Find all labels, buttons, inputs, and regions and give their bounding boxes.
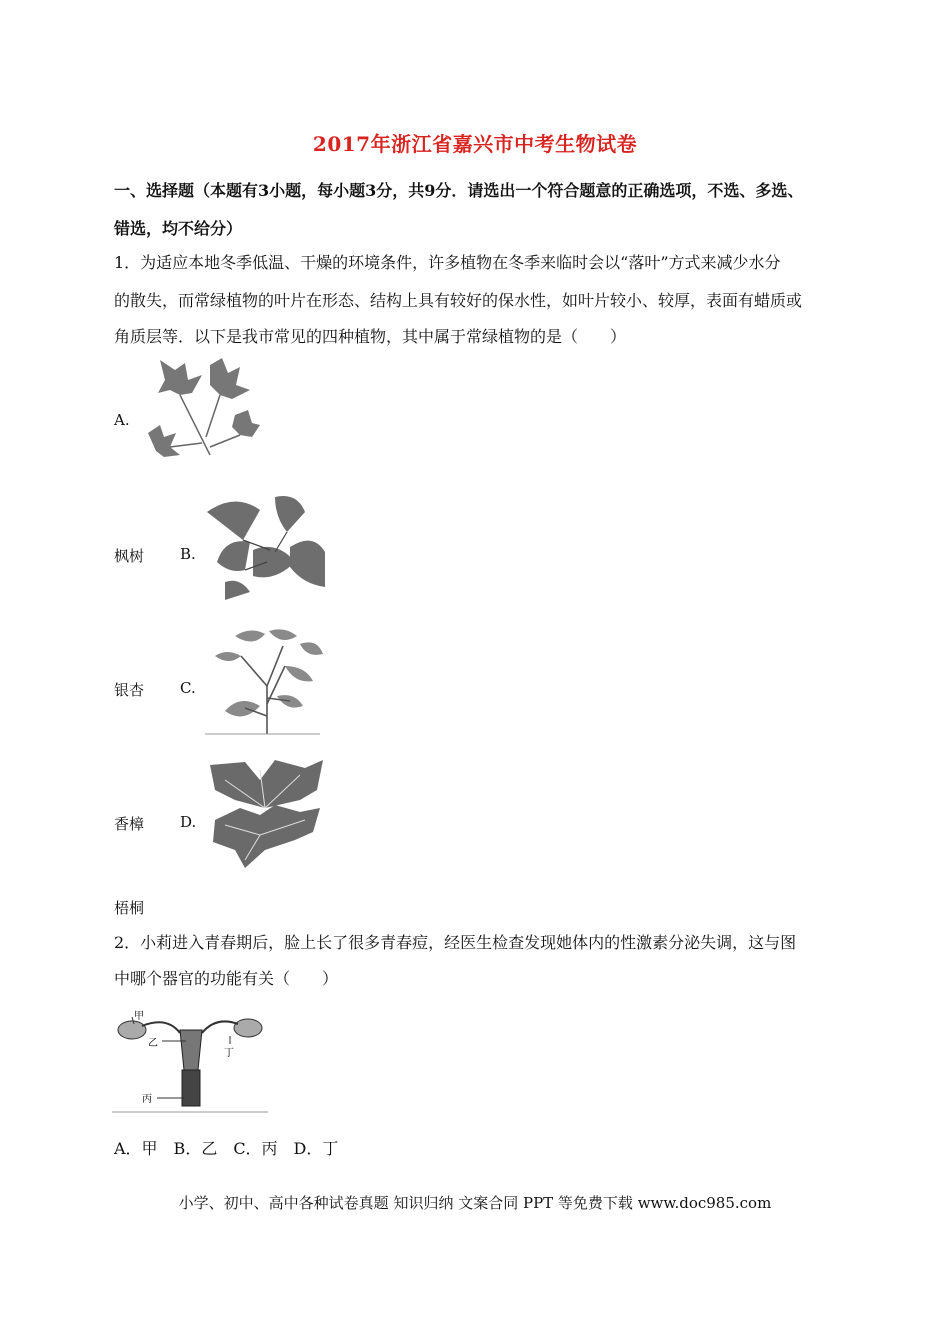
option-b-letter: B. [180, 545, 196, 563]
maple-leaf-image [140, 355, 260, 467]
option-c-name: 香樟 [114, 815, 145, 833]
q2-line2: 中哪个器官的功能有关（ ） [114, 969, 339, 988]
section-heading-line2: 错选，均不给分） [114, 219, 243, 238]
option-a-letter: A. [114, 411, 130, 429]
q1-line2: 的散失，而常绿植物的叶片在形态、结构上具有较好的保水性，如叶片较小、较厚，表面有蜡质或 [114, 291, 803, 310]
option-c-letter: C. [180, 679, 196, 697]
option-a-name: 枫树 [114, 547, 145, 565]
option-d-name: 梧桐 [114, 899, 145, 917]
q1-line1: 1．为适应本地冬季低温、干燥的环境条件，许多植物在冬季来临时会以“落叶”方式来减少水分 [114, 253, 781, 272]
q2-answer-options: A．甲 B．乙 C．丙 D．丁 [114, 1139, 339, 1158]
option-d-letter: D. [180, 813, 197, 831]
q1-line3: 角质层等．以下是我市常见的四种植物，其中属于常绿植物的是（ ） [114, 327, 627, 346]
q2-line1: 2．小莉进入青春期后，脸上长了很多青春痘，经医生检查发现她体内的性激素分泌失调，这与图 [114, 933, 797, 952]
figure-label-ding: 丁 [224, 1048, 234, 1059]
ginkgo-leaf-image [205, 492, 325, 600]
female-reproductive-system-diagram [112, 1008, 268, 1114]
plane-tree-leaf-image [205, 760, 325, 870]
page-footer: 小学、初中、高中各种试卷真题 知识归纳 文案合同 PPT 等免费下载 www.doc985.com [178, 1194, 772, 1212]
figure-label-bing: 丙 [142, 1094, 152, 1105]
option-b-name: 银杏 [114, 681, 145, 699]
figure-label-jia: 甲 [134, 1011, 144, 1022]
figure-label-yi: 乙 [148, 1038, 158, 1049]
page-title: 2017年浙江省嘉兴市中考生物试卷 [312, 132, 638, 156]
camphor-leaf-image [205, 626, 325, 736]
section-heading-line1: 一、选择题（本题有3小题，每小题3分，共9分．请选出一个符合题意的正确选项，不选、多选、 [114, 181, 804, 200]
